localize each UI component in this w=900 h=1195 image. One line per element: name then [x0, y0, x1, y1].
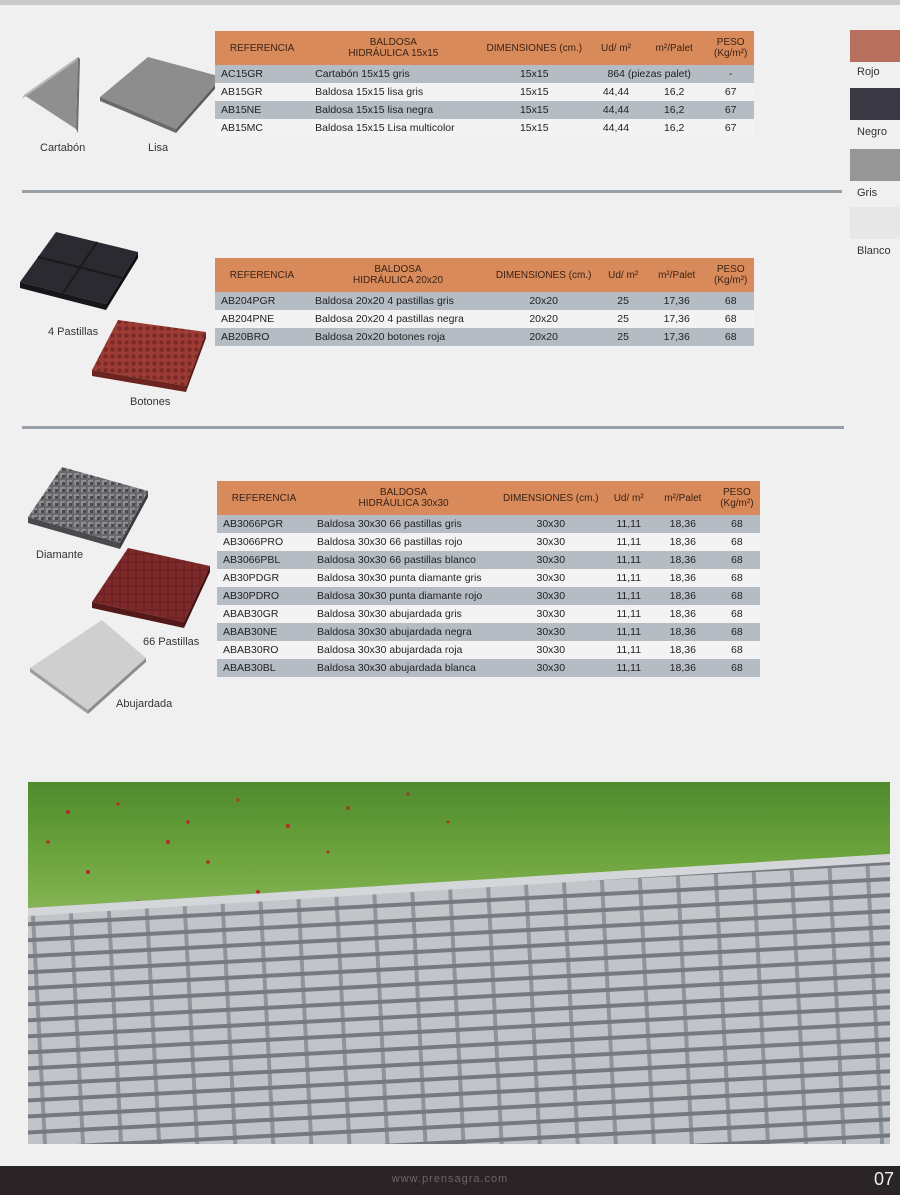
label-abujardada: Abujardada: [116, 698, 173, 710]
swatch-label-negro: Negro: [857, 126, 887, 138]
th-referencia: REFERENCIA: [215, 31, 309, 65]
th-ud: Ud/ m²: [600, 258, 646, 292]
label-diamante: Diamante: [36, 549, 84, 561]
th-m2palet: m²/Palet: [641, 31, 707, 65]
table-30x30: [217, 481, 760, 677]
th-ud: Ud/ m²: [591, 31, 641, 65]
swatch-label-blanco: Blanco: [857, 245, 891, 257]
table-row: AB204PNE Baldosa 20x20 4 pastillas negra 20x20 25 17,36 68: [215, 310, 754, 328]
table-row: AB3066PGR Baldosa 30x30 66 pastillas gris 30x30 11,11 18,36 68: [217, 515, 760, 533]
th-dimensiones: DIMENSIONES (cm.): [478, 31, 591, 65]
lisa-tile-image: [96, 55, 226, 135]
th-baldosa: BALDOSA HIDRÁULICA 20x20: [309, 258, 487, 292]
section-divider: [22, 426, 844, 429]
diamante-tile-image: [24, 465, 152, 553]
th-referencia: REFERENCIA: [215, 258, 309, 292]
page-number: 07: [873, 1169, 894, 1189]
label-66-pastillas: 66 Pastillas: [143, 636, 200, 648]
table-row: AB30PDGR Baldosa 30x30 punta diamante gris 30x30 11,11 18,36 68: [217, 569, 760, 587]
table-row: AB15GR Baldosa 15x15 lisa gris 15x15 44,44 16,2 67: [215, 83, 754, 101]
table-row: AB204PGR Baldosa 20x20 4 pastillas gris 20x20 25 17,36 68: [215, 292, 754, 310]
table-row: AB15MC Baldosa 15x15 Lisa multicolor 15x15 44,44 16,2 67: [215, 119, 754, 137]
th-dimensiones: DIMENSIONES (cm.): [487, 258, 600, 292]
table-row: ABAB30RO Baldosa 30x30 abujardada roja 30x30 11,11 18,36 68: [217, 641, 760, 659]
table-row: AB30PDRO Baldosa 30x30 punta diamante rojo 30x30 11,11 18,36 68: [217, 587, 760, 605]
swatch-label-gris: Gris: [857, 187, 878, 199]
th-peso: PESO (Kg/m²): [707, 31, 754, 65]
section-divider: [22, 190, 842, 193]
table-15x15: [215, 31, 754, 137]
th-baldosa: BALDOSA HIDRÁULICA 15x15: [309, 31, 477, 65]
table-row: ABAB30BL Baldosa 30x30 abujardada blanca 30x30 11,11 18,36 68: [217, 659, 760, 677]
label-botones: Botones: [130, 396, 171, 408]
swatch-gris: [850, 149, 900, 181]
pastillas4-tile-image: [16, 230, 142, 312]
table-row: AC15GR Cartabón 15x15 gris 15x15 864 (piezas palet) -: [215, 65, 754, 83]
th-peso: PESO (Kg/m²): [714, 481, 760, 515]
table-row: AB3066PRO Baldosa 30x30 66 pastillas rojo 30x30 11,11 18,36 68: [217, 533, 760, 551]
paving-photo: [28, 782, 890, 1144]
table-row: AB20BRO Baldosa 20x20 botones roja 20x20 25 17,36 68: [215, 328, 754, 346]
th-referencia: REFERENCIA: [217, 481, 311, 515]
swatch-rojo: [850, 30, 900, 62]
table-20x20: [215, 258, 754, 346]
th-baldosa: BALDOSA HIDRÁULICA 30x30: [311, 481, 496, 515]
table-row: ABAB30NE Baldosa 30x30 abujardada negra 30x30 11,11 18,36 68: [217, 623, 760, 641]
swatch-negro: [850, 88, 900, 120]
th-m2palet: m²/Palet: [646, 258, 707, 292]
table-row: ABAB30GR Baldosa 30x30 abujardada gris 30x30 11,11 18,36 68: [217, 605, 760, 623]
cartabon-tile-image: [20, 55, 82, 135]
top-rule: [0, 0, 900, 5]
table-row: AB15NE Baldosa 15x15 lisa negra 15x15 44,44 16,2 67: [215, 101, 754, 119]
botones-tile-image: [88, 318, 210, 394]
th-m2palet: m²/Palet: [652, 481, 714, 515]
th-peso: PESO (Kg/m²): [707, 258, 754, 292]
th-dimensiones: DIMENSIONES (cm.): [496, 481, 605, 515]
th-ud: Ud/ m²: [605, 481, 651, 515]
footer-bar: [0, 1166, 900, 1195]
footer-url[interactable]: www.prensagra.com: [391, 1173, 509, 1185]
swatch-blanco: [850, 207, 900, 239]
table-row: AB3066PBL Baldosa 30x30 66 pastillas blanco 30x30 11,11 18,36 68: [217, 551, 760, 569]
label-4-pastillas: 4 Pastillas: [48, 326, 99, 338]
label-cartabon: Cartabón: [40, 142, 86, 154]
label-lisa: Lisa: [148, 142, 169, 154]
swatch-label-rojo: Rojo: [857, 66, 880, 78]
